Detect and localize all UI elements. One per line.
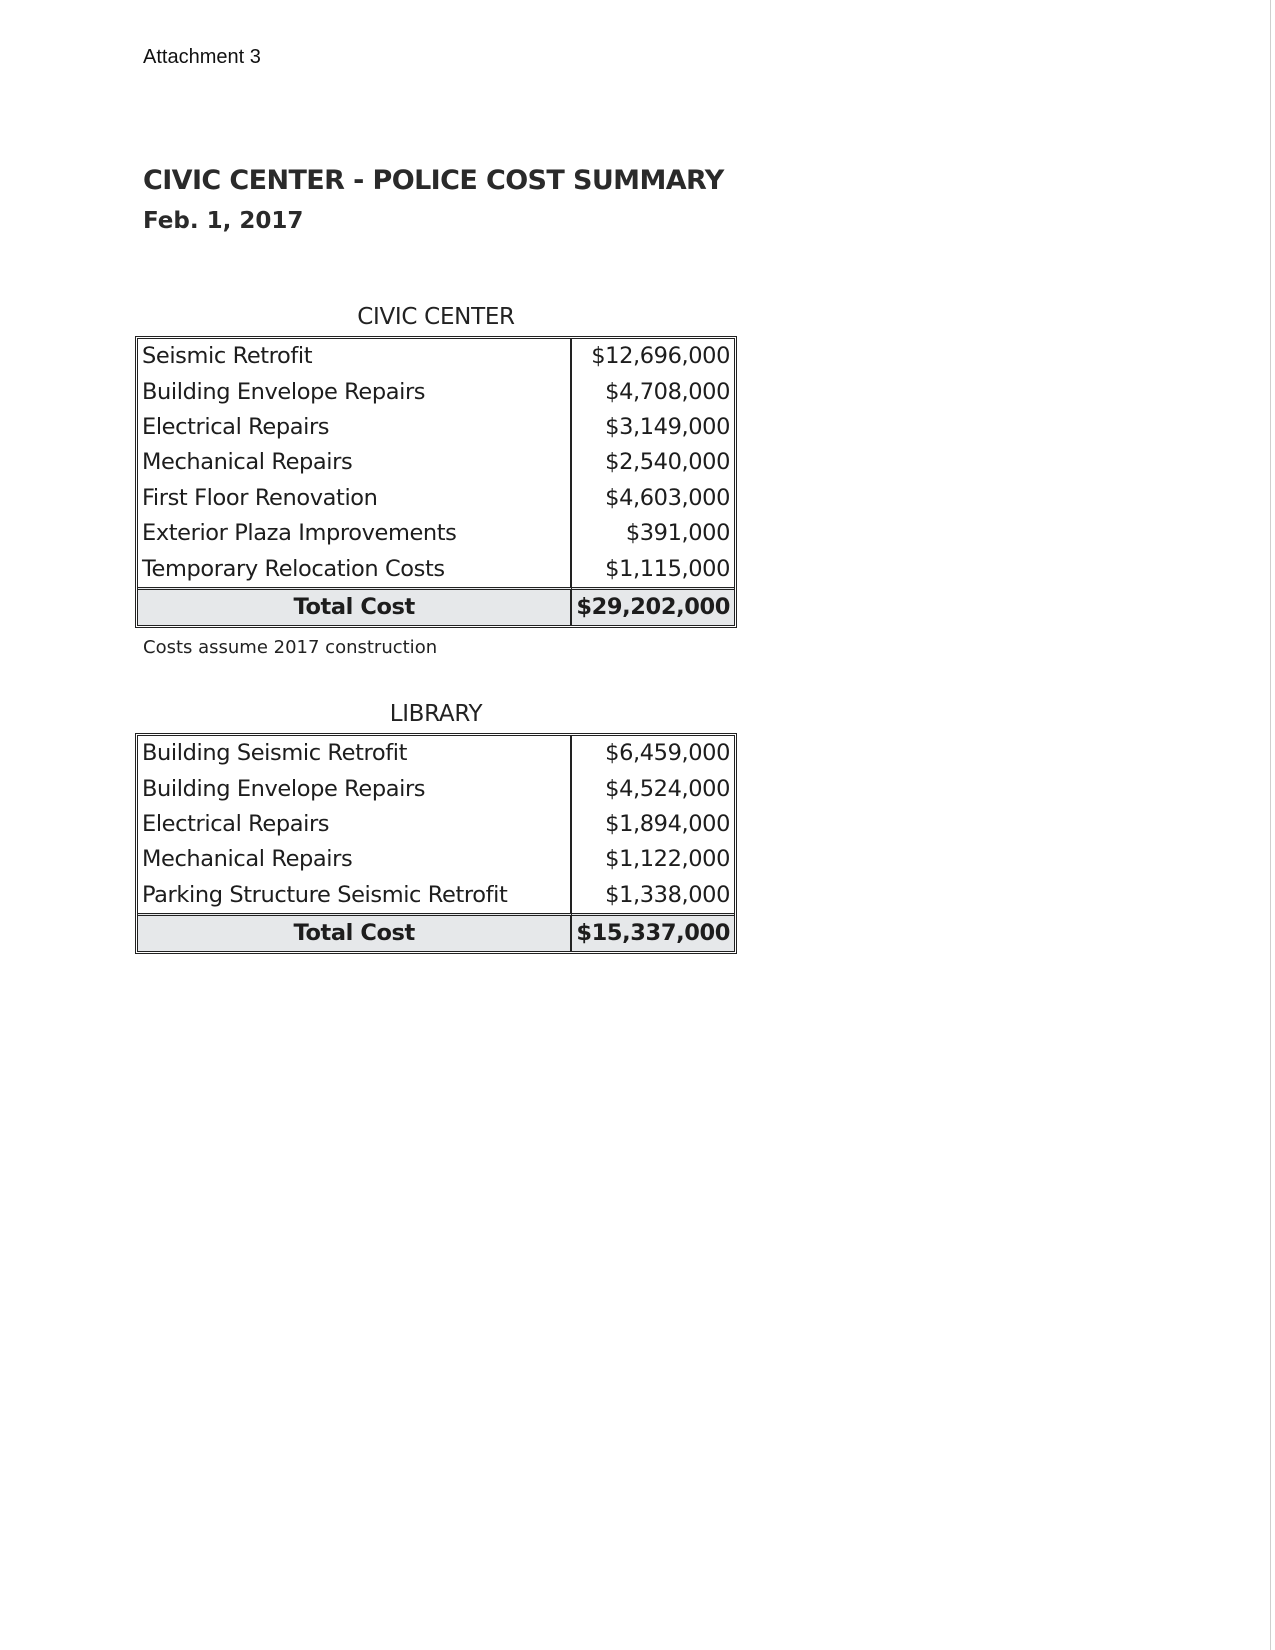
row-label: First Floor Renovation xyxy=(138,481,572,516)
table-row xyxy=(138,516,734,551)
row-value: $1,122,000 xyxy=(605,846,730,873)
table-row xyxy=(138,807,734,842)
total-row xyxy=(138,913,734,951)
table-row xyxy=(138,878,734,913)
row-value: $1,338,000 xyxy=(605,881,730,908)
table-row xyxy=(138,481,734,516)
row-value: $2,540,000 xyxy=(605,449,730,476)
table-row xyxy=(138,551,734,586)
table-row xyxy=(138,339,734,374)
row-value: $1,894,000 xyxy=(605,810,730,837)
page-edge xyxy=(1270,0,1271,1650)
document-date: Feb. 1, 2017 xyxy=(143,208,304,234)
row-value: $4,524,000 xyxy=(605,775,730,802)
table-row xyxy=(138,410,734,445)
table-row xyxy=(138,842,734,877)
row-label: Exterior Plaza Improvements xyxy=(138,516,572,551)
row-value: $4,603,000 xyxy=(605,484,730,511)
row-label: Building Envelope Repairs xyxy=(138,771,572,806)
page-title: CIVIC CENTER - POLICE COST SUMMARY xyxy=(143,165,724,196)
civic-center-cost-table xyxy=(135,336,737,628)
total-row xyxy=(138,587,734,625)
total-label: Total Cost xyxy=(138,587,572,625)
civic-center-heading: CIVIC CENTER xyxy=(357,304,515,330)
table-row xyxy=(138,736,734,771)
total-value: $15,337,000 xyxy=(572,913,734,951)
library-heading: LIBRARY xyxy=(389,701,483,727)
row-value: $4,708,000 xyxy=(605,378,730,405)
table-row xyxy=(138,374,734,409)
footnote: Costs assume 2017 construction xyxy=(143,637,438,658)
row-label: Building Envelope Repairs xyxy=(138,374,572,409)
row-value: $391,000 xyxy=(625,520,730,547)
row-value: $1,115,000 xyxy=(605,555,730,582)
row-label: Electrical Repairs xyxy=(138,410,572,445)
row-label: Electrical Repairs xyxy=(138,807,572,842)
row-value: $6,459,000 xyxy=(605,740,730,767)
row-label: Mechanical Repairs xyxy=(138,842,572,877)
attachment-label: Attachment 3 xyxy=(143,46,261,68)
row-label: Building Seismic Retrofit xyxy=(138,736,572,771)
table-row xyxy=(138,445,734,480)
row-label: Temporary Relocation Costs xyxy=(138,551,572,586)
total-label: Total Cost xyxy=(138,913,572,951)
row-value: $3,149,000 xyxy=(605,413,730,440)
row-label: Seismic Retrofit xyxy=(138,339,572,374)
row-label: Mechanical Repairs xyxy=(138,445,572,480)
library-cost-table xyxy=(135,733,737,954)
total-value: $29,202,000 xyxy=(572,587,734,625)
table-row xyxy=(138,771,734,806)
row-value: $12,696,000 xyxy=(591,343,730,370)
row-label: Parking Structure Seismic Retrofit xyxy=(138,878,572,913)
